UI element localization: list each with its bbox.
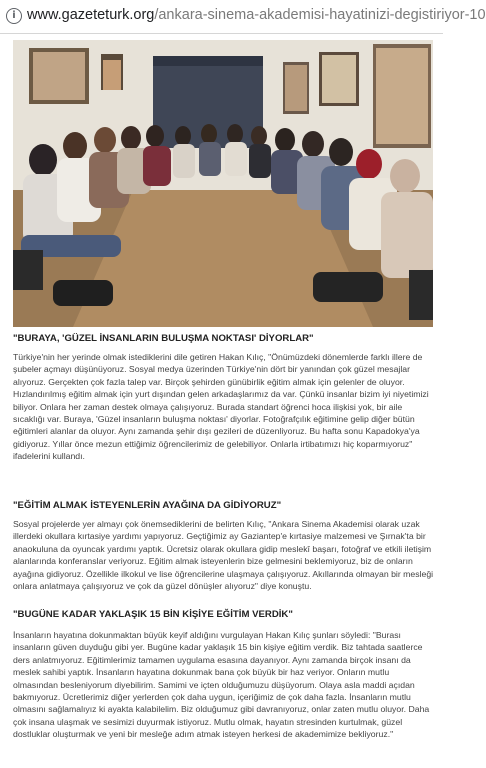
url-field[interactable] <box>27 7 486 23</box>
group-photo-illustration <box>13 40 433 327</box>
info-icon[interactable]: i <box>6 8 22 24</box>
section-paragraph: Sosyal projelerde yer almayı çok önemsediklerini de belirten Kılıç, "Ankara Sinema Akademisi olarak uzak illerdeki okullara kırtasiye yardımı yapıyoruz. Geçtiğimiz ay Gaziantep'e kırtasiye malzemesi ve Şırnak'ta bir anaokuluna da oyuncak yardımı yaptık. Ücretsiz olarak okullara gidip meslekî başarı, fotoğraf ve etkili iletişim alanlarında konferanslar veriyoruz. Eğitim almak isteyenlerin bize gelmesini beklemiyoruz, biz de onların ayağına gidiyoruz. Özellikle ilkokul ve lise öğrencilerine ulaşmaya çalışıyoruz. Akıllarında olmayan bir mesleği onlara anlatmaya çalışıyoruz ve çok da güzel dönüşler alıyoruz" diye konuştu. <box>13 519 434 592</box>
article-section-2 <box>13 500 435 592</box>
section-paragraph: Türkiye'nin her yerinde olmak istediklerini dile getiren Hakan Kılıç, "Önümüzdeki dönemlerde farklı illere de şubeler açmayı düşünüyoruz. Sosyal medya üzerinden Türkiye'nin dört bir yanından çok güzel mesajlar alıyoruz. Gerçekten çok fazla talep var. Birçok şehirden günübirlik eğitim almak için gelenler de oluyor. Hızlandırılmış eğitim almak için yurt dışından gelen arkadaşlarımız da var. Çünkü insanlar bizim iyi niyetimizi biliyor. Onlara her zaman destek olmaya çalışıyoruz. Burada standart öğrenci hoca ilişkisi yok, bir aile sıcaklığı var. Buraya, 'Güzel insanların buluşma noktası' diyorlar. Fotoğrafçılık eğitimine gelip diğer bütün eğitimleri alanlar da oluyor. Aynı zamanda şehir dışı gezileri de düzenliyoruz. Bu hafta sonu Kapadokya'ya gidiyoruz. Yıllar önce mezun ettiğimiz öğrencilerimiz de gelebiliyor. Onlarla irtibatımızı hiç koparmıyoruz" ifadelerini kullandı. <box>13 352 429 462</box>
section-heading: "EĞİTİM ALMAK İSTEYENLERİN AYAĞINA DA GİDİYORUZ" <box>13 500 282 511</box>
url-host: www.gazeteturk.org <box>27 7 155 23</box>
address-bar[interactable] <box>0 0 486 34</box>
article-section-1 <box>13 333 435 463</box>
section-paragraph: İnsanların hayatına dokunmaktan büyük keyif aldığını vurgulayan Hakan Kılıç şunları söyledi: "Burası insanların güven duyduğu gibi yer. Bugüne kadar yaklaşık 15 bin kişiye eğitim verdik. Biz tahtada saatlerce ders anlatmıyoruz. Eğitimlerimiz tamamen uygulama esasına dayanıyor. Aynı zamanda birçok insanı da meslek sahibi yaptık. İnsanların hayatına dokunmak bana çok büyük bir haz veriyor. Onların mutlu olmasından besleniyorum diyebilirim. Samimi ve içten olduğumuzu düşüyorum. Olaya asla maddi açıdan bakmıyoruz. Ücretlerimiz diğer yerlerden çok daha uygun, içeriğimiz de çok daha fazla. İnsanların mutlu olmasını sağlamalıyız ki ayakta kalabilelim. Biz olduğumuz gibi davranıyoruz, onlar zaten mutlu oluyor. Daha çok insana ulaşmak ve sesimizi duyurmak istiyoruz. Mutlu olmak, hayatın stresinden kurtulmak, güzel dostluklar oluşturmak ve yeni bir mesleğe adım atmak isteyen herkesi de akademimize bekliyoruz." <box>13 630 430 740</box>
article-photo <box>13 40 433 327</box>
article-section-3 <box>13 609 435 741</box>
section-heading: "BUGÜNE KADAR YAKLAŞIK 15 BİN KİŞİYE EĞİTİM VERDİK" <box>13 609 293 620</box>
section-heading: "BURAYA, 'GÜZEL İNSANLARIN BULUŞMA NOKTASI' DİYORLAR" <box>13 333 314 344</box>
url-path: /ankara-sinema-akademisi-hayatinizi-degistiriyor-10 <box>154 7 486 23</box>
